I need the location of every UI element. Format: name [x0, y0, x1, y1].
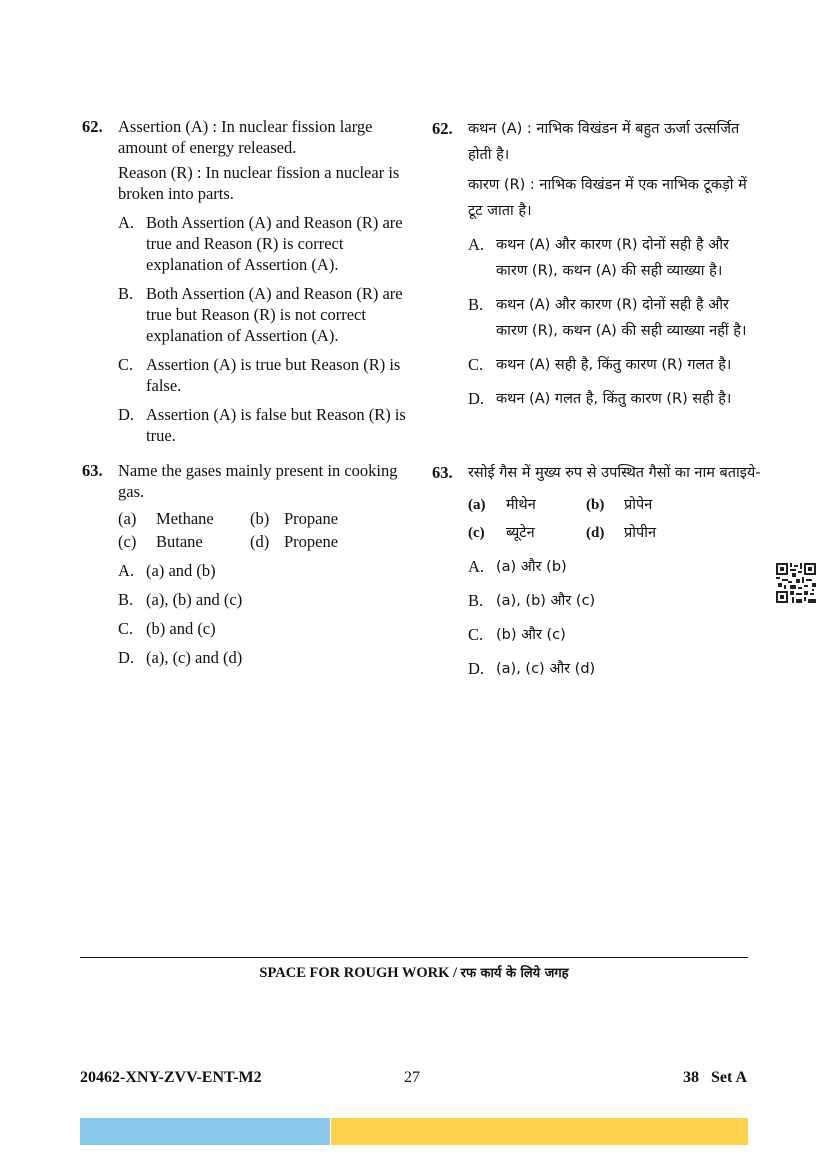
question-63-hi	[432, 460, 762, 682]
option-label: C.	[468, 625, 484, 644]
footer-bar-blue	[80, 1118, 330, 1145]
item-label: (b)	[586, 497, 605, 513]
option-text: कथन (A) गलत है, किंतु कारण (R) सही है।	[496, 391, 732, 407]
assertion-text: कथन (A) : नाभिक विखंडन में बहुत ऊर्जा उत्सर्जित होती है।	[468, 121, 740, 163]
option-text: Assertion (A) is false but Reason (R) is true.	[146, 405, 406, 445]
item-text: मीथेन	[506, 497, 536, 513]
question-62-hi	[432, 116, 762, 412]
option-a	[118, 560, 412, 581]
item-label: (a)	[468, 497, 486, 513]
item-text: Propane	[284, 509, 339, 528]
hindi-column	[432, 116, 762, 682]
option-label: A.	[118, 561, 135, 580]
option-label: C.	[468, 355, 484, 374]
option-text: (a), (b) and (c)	[146, 590, 243, 609]
rough-work-hindi: रफ कार्य के लिये जगह	[460, 966, 569, 981]
question-63-en	[82, 460, 412, 668]
option-text: कथन (A) और कारण (R) दोनों सही है और कारण (R), कथन (A) की सही व्याख्या है।	[496, 237, 729, 279]
item-label: (d)	[250, 532, 270, 551]
option-b	[118, 589, 412, 610]
qr-code-icon	[776, 563, 816, 603]
gas-list	[468, 492, 762, 546]
question-number: 62.	[82, 117, 103, 136]
item-text: Methane	[156, 509, 214, 528]
reason-text: कारण (R) : नाभिक विखंडन में एक नाभिक टूकड़ो में टूट जाता है।	[468, 177, 747, 219]
option-label: D.	[118, 405, 135, 424]
item-label: (b)	[250, 509, 270, 528]
option-a	[118, 212, 412, 275]
option-c	[118, 618, 412, 639]
option-text: Both Assertion (A) and Reason (R) are true and Reason (R) is correct explanation of Assertion (A).	[146, 213, 403, 274]
page-number: 27	[404, 1069, 420, 1086]
question-text: Name the gases mainly present in cooking gas.	[118, 461, 398, 501]
option-text: Both Assertion (A) and Reason (R) are true but Reason (R) is not correct explanation of Assertion (A).	[146, 284, 403, 345]
set-label: 38 Set A	[683, 1069, 747, 1086]
option-d	[118, 647, 412, 668]
option-b	[468, 588, 762, 614]
option-c	[118, 354, 412, 396]
option-text: (a), (c) और (d)	[496, 661, 596, 677]
gas-list	[118, 508, 412, 552]
option-c	[468, 622, 762, 648]
option-b	[118, 283, 412, 346]
paper-code: 20462-XNY-ZVV-ENT-M2	[80, 1069, 262, 1086]
option-text: (b) and (c)	[146, 619, 216, 638]
option-text: (a), (b) और (c)	[496, 593, 596, 609]
reason-text: Reason (R) : In nuclear fission a nuclear is broken into parts.	[118, 163, 400, 203]
option-label: A.	[468, 235, 485, 254]
option-label: B.	[118, 590, 134, 609]
footer-bar-yellow	[331, 1118, 748, 1145]
item-text: ब्यूटेन	[506, 525, 535, 541]
option-label: C.	[118, 355, 134, 374]
option-label: D.	[468, 389, 485, 408]
rough-work-divider	[80, 957, 748, 958]
item-text: Butane	[156, 532, 203, 551]
option-label: B.	[468, 591, 484, 610]
item-text: प्रोपेन	[624, 497, 653, 513]
option-label: A.	[118, 213, 135, 232]
option-text: कथन (A) सही है, किंतु कारण (R) गलत है।	[496, 357, 732, 373]
option-label: C.	[118, 619, 134, 638]
option-b	[468, 292, 762, 344]
option-label: D.	[118, 648, 135, 667]
item-label: (c)	[118, 532, 137, 551]
option-d	[118, 404, 412, 446]
option-text: (a) और (b)	[496, 559, 567, 575]
option-label: B.	[468, 295, 484, 314]
option-text: Assertion (A) is true but Reason (R) is false.	[146, 355, 401, 395]
option-a	[468, 554, 762, 580]
item-label: (c)	[468, 525, 485, 541]
option-text: (a) and (b)	[146, 561, 216, 580]
question-number: 63.	[82, 461, 103, 480]
option-d	[468, 656, 762, 682]
option-label: B.	[118, 284, 134, 303]
question-text: रसोई गैस में मुख्य रुप से उपस्थित गैसों का नाम बताइये-	[468, 465, 761, 481]
item-text: प्रोपीन	[624, 525, 657, 541]
rough-work-label	[80, 963, 748, 982]
item-label: (a)	[118, 509, 137, 528]
assertion-text: Assertion (A) : In nuclear fission large amount of energy released.	[118, 117, 373, 157]
option-label: A.	[468, 557, 485, 576]
option-text: (a), (c) and (d)	[146, 648, 243, 667]
option-text: (b) और (c)	[496, 627, 566, 643]
option-label: D.	[468, 659, 485, 678]
item-text: Propene	[284, 532, 339, 551]
item-label: (d)	[586, 525, 605, 541]
question-62-en	[82, 116, 412, 446]
question-number: 63.	[432, 463, 453, 482]
option-a	[468, 232, 762, 284]
option-d	[468, 386, 762, 412]
option-text: कथन (A) और कारण (R) दोनों सही है और कारण (R), कथन (A) की सही व्याख्या नहीं है।	[496, 297, 747, 339]
english-column	[82, 116, 412, 668]
option-c	[468, 352, 762, 378]
question-number: 62.	[432, 119, 453, 138]
rough-work-english: SPACE FOR ROUGH WORK /	[259, 965, 461, 981]
